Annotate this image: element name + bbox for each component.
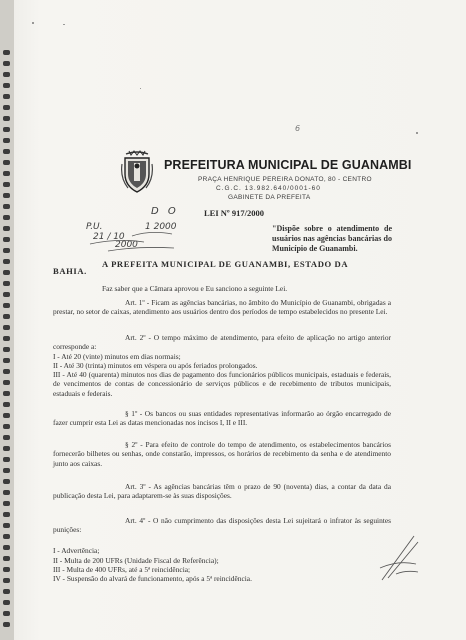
binding-hole [3,105,10,110]
article-2-item-iii: III - Até 40 (quarenta) minutos nos dias de pagamento dos funcionários públicos municipais, estaduais e federais, de vencimentos de contas de concessionário de serviços públicos e de recebimento de tributos municipais, estaduais e federais. [53,370,391,398]
signature-scribble-icon [378,530,422,584]
law-ementa: "Dispõe sobre o atendimento de usuários nas agências bancárias do Município de Guanambi. [272,224,392,253]
binding-hole [3,61,10,66]
binding-hole [3,127,10,132]
binding-hole [3,534,10,539]
binding-hole [3,215,10,220]
intro-line-1: A PREFEITA MUNICIPAL DE GUANAMBI, ESTADO DA [102,259,349,269]
binding-hole [3,358,10,363]
binding-hole [3,567,10,572]
binding-hole [3,259,10,264]
handwritten-date: 21 / 10 [93,232,125,242]
binding-hole [3,490,10,495]
speck [32,22,34,24]
binding-hole [3,556,10,561]
penalty-i: I - Advertência; [53,546,100,555]
letterhead [120,150,412,212]
binding-hole [3,83,10,88]
address-line: PRAÇA HENRIQUE PEREIRA DONATO, 80 - CENTRO [198,176,372,183]
law-number: LEI Nº 917/2000 [204,208,264,218]
penalty-iv: IV - Suspensão do alvará de funcionamento, após a 5ª reincidência. [53,574,252,583]
binding-hole [3,336,10,341]
article-2-item-i: I - Até 20 (vinte) minutos em dias normais; [53,352,181,361]
article-4: Art. 4º - O não cumprimento das disposições desta Lei sujeitará o infrator às seguintes punições: [53,516,391,535]
cgc-line: C.G.C. 13.982.640/0001-60 [216,185,321,192]
binding-hole [3,182,10,187]
office-line: GABINETE DA PREFEITA [228,194,311,201]
binding-hole [3,512,10,517]
binding-hole [3,325,10,330]
binding-hole [3,237,10,242]
binding-hole [3,622,10,627]
binding-hole [3,281,10,286]
binding-hole [3,545,10,550]
binding-hole [3,413,10,418]
article-1: Art. 1º - Ficam as agências bancárias, no âmbito do Município de Guanambi, obrigadas a prestar, no setor de caixas, atendimento aos usuários dentro dos períodos de tempo estabelecidos no presente Lei. [53,298,391,317]
binding-hole [3,523,10,528]
handwritten-year-1: 1 2000 [145,222,177,232]
binding-hole [3,303,10,308]
binding-hole [3,94,10,99]
binding-hole [3,314,10,319]
binding-hole [3,578,10,583]
speck [140,88,141,89]
city-hall-title: PREFEITURA MUNICIPAL DE GUANAMBI [164,158,412,172]
binding-hole [3,600,10,605]
municipal-crest-icon [120,150,154,194]
binding-hole [3,149,10,154]
article-2: Art. 2º - O tempo máximo de atendimento, para efeito de aplicação no artigo anterior corresponde a: [53,333,391,352]
binding-hole [3,193,10,198]
binding-hole [3,501,10,506]
handwritten-note-1: P.U. [86,222,103,232]
binding-hole [3,160,10,165]
binding-hole [3,138,10,143]
binding-hole [3,347,10,352]
binding-strip [0,0,14,640]
enactment-clause: Faz saber que a Câmara aprovou e Eu sanciono a seguinte Lei. [102,284,288,293]
binding-hole [3,116,10,121]
binding-hole [3,292,10,297]
speck [63,24,65,25]
binding-hole [3,171,10,176]
binding-hole [3,391,10,396]
binding-hole [3,611,10,616]
paragraph-1: § 1º - Os bancos ou suas entidades representativas informarão ao órgão encarregado de fazer cumprir esta Lei as datas mencionadas nos incisos I, II e III. [53,409,391,428]
handwritten-year-2: 2000 [115,240,138,250]
binding-hole [3,402,10,407]
binding-hole [3,248,10,253]
handwriting-strokes [88,226,198,254]
binding-hole [3,479,10,484]
binding-hole [3,369,10,374]
binding-hole [3,468,10,473]
article-3: Art. 3º - As agências bancárias têm o prazo de 90 (noventa) dias, a contar da data da publicação desta Lei, para adaptarem-se às suas disposições. [53,482,391,501]
binding-hole [3,204,10,209]
binding-hole [3,435,10,440]
binding-hole [3,380,10,385]
margin-note: 6 [295,124,301,133]
article-2-item-ii: II - Até 30 (trinta) minutos em véspera ou após feriados prolongados. [53,361,258,370]
paragraph-2: § 2º - Para efeito de controle do tempo de atendimento, os estabelecimentos bancários fornecerão bilhetes ou senhas, onde constarão, impressos, os horários de recebimento da senha e de atendimento junto aos caixas. [53,440,391,468]
binding-hole [3,72,10,77]
binding-hole [3,457,10,462]
binding-hole [3,589,10,594]
binding-hole [3,424,10,429]
binding-hole [3,446,10,451]
handwritten-initials: D O [151,206,179,217]
binding-hole [3,270,10,275]
speck [416,132,418,134]
binding-hole [3,50,10,55]
penalty-iii: III - Multa de 400 UFRs, até a 5ª reincidência; [53,565,191,574]
intro-line-2: BAHIA. [53,266,87,276]
binding-hole [3,226,10,231]
penalty-ii: II - Multa de 200 UFRs (Unidade Fiscal de Referência); [53,556,219,565]
